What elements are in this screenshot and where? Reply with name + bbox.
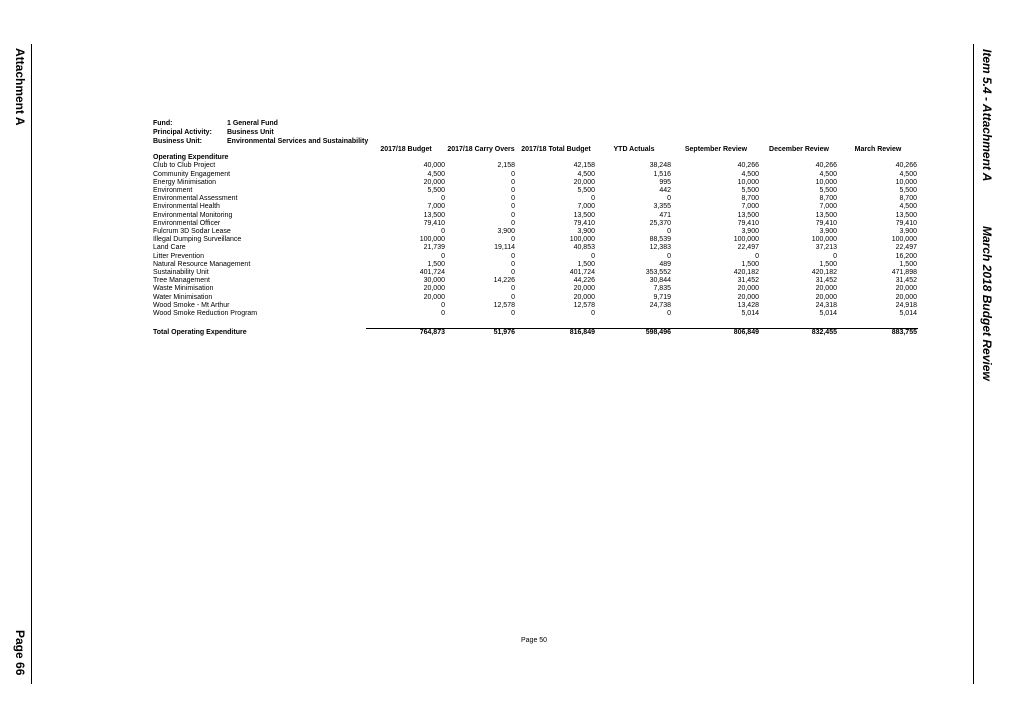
table-row xyxy=(152,269,918,277)
row-value: 4,500 xyxy=(577,170,595,178)
row-label: Community Engagement xyxy=(153,170,231,178)
row-value: 0 xyxy=(441,310,445,318)
row-value: 40,266 xyxy=(815,162,837,170)
col-header: 2017/18 Carry Overs xyxy=(447,146,515,153)
col-header: December Review xyxy=(769,146,829,153)
budget-table xyxy=(152,146,918,337)
row-value: 0 xyxy=(441,301,445,309)
row-label: Energy Minimisation xyxy=(153,178,217,186)
row-value: 40,000 xyxy=(423,162,445,170)
right-margin-rule xyxy=(973,44,974,684)
fund-row xyxy=(153,119,368,128)
row-value: 401,724 xyxy=(569,269,595,277)
row-value: 40,853 xyxy=(573,244,595,252)
row-value: 0 xyxy=(441,252,445,260)
table-row xyxy=(152,162,918,170)
row-value: 20,000 xyxy=(895,293,917,301)
activity-value: Business Unit xyxy=(227,129,274,136)
row-value: 2,158 xyxy=(497,162,515,170)
table-row xyxy=(152,244,918,252)
row-value: 100,000 xyxy=(569,236,595,244)
row-label: Natural Resource Management xyxy=(153,260,251,268)
row-value: 806,849 xyxy=(672,329,760,338)
row-value: 13,500 xyxy=(815,211,837,219)
row-value: 100,000 xyxy=(811,236,837,244)
row-label: Club to Club Project xyxy=(153,162,216,170)
row-value: 42,158 xyxy=(573,162,595,170)
row-value: 353,552 xyxy=(645,269,671,277)
row-value: 1,500 xyxy=(741,260,759,268)
row-value: 79,410 xyxy=(737,219,759,227)
table-row xyxy=(152,302,918,310)
row-value: 598,496 xyxy=(596,329,672,338)
row-label: Water Minimisation xyxy=(153,293,213,301)
row-value: 20,000 xyxy=(423,178,445,186)
row-value: 0 xyxy=(511,195,515,203)
review-title: March 2018 Budget Review xyxy=(980,226,994,381)
row-label: Environmental Assessment xyxy=(153,195,238,203)
row-value: 10,000 xyxy=(895,178,917,186)
row-value: 31,452 xyxy=(895,277,917,285)
row-value: 7,000 xyxy=(427,203,445,211)
row-value: 4,500 xyxy=(427,170,445,178)
table-row xyxy=(152,253,918,261)
row-value: 0 xyxy=(511,178,515,186)
row-value: 40,266 xyxy=(737,162,759,170)
row-value: 0 xyxy=(511,187,515,195)
row-value: 995 xyxy=(659,178,671,186)
row-value: 100,000 xyxy=(419,236,445,244)
row-value: 30,844 xyxy=(649,277,671,285)
row-value: 31,452 xyxy=(815,277,837,285)
row-value: 7,000 xyxy=(819,203,837,211)
row-value: 0 xyxy=(511,170,515,178)
row-value: 1,500 xyxy=(899,260,917,268)
row-value: 0 xyxy=(441,195,445,203)
row-value: 3,900 xyxy=(577,228,595,236)
row-label: Total Operating Expenditure xyxy=(153,329,247,337)
row-value: 0 xyxy=(511,252,515,260)
row-value: 10,000 xyxy=(737,178,759,186)
table-row xyxy=(152,294,918,302)
row-value: 13,500 xyxy=(895,211,917,219)
left-margin-rule xyxy=(31,44,32,684)
row-value: 0 xyxy=(511,293,515,301)
row-value: 24,738 xyxy=(649,301,671,309)
row-value: 100,000 xyxy=(891,236,917,244)
row-value: 3,900 xyxy=(899,228,917,236)
row-value: 0 xyxy=(833,252,837,260)
row-value: 4,500 xyxy=(899,203,917,211)
row-value: 420,182 xyxy=(733,269,759,277)
row-value: 1,500 xyxy=(819,260,837,268)
row-value: 5,014 xyxy=(819,310,837,318)
row-value: 37,213 xyxy=(815,244,837,252)
row-value: 1,516 xyxy=(653,170,671,178)
row-value: 79,410 xyxy=(895,219,917,227)
row-value: 7,000 xyxy=(577,203,595,211)
row-value: 5,500 xyxy=(577,187,595,195)
row-value: 0 xyxy=(511,219,515,227)
row-value: 20,000 xyxy=(423,293,445,301)
row-label: Litter Prevention xyxy=(153,252,204,260)
fund-header xyxy=(153,119,368,146)
unit-value: Environmental Services and Sustainability xyxy=(227,138,369,145)
row-value: 12,383 xyxy=(649,244,671,252)
row-value: 20,000 xyxy=(737,293,759,301)
col-header: 2017/18 Total Budget xyxy=(521,146,591,153)
row-value: 13,500 xyxy=(573,211,595,219)
row-value: 3,900 xyxy=(497,228,515,236)
row-value: 471,898 xyxy=(891,269,917,277)
row-value: 1,500 xyxy=(577,260,595,268)
row-value: 22,497 xyxy=(737,244,759,252)
col-header: 2017/18 Budget xyxy=(380,146,432,153)
table-row xyxy=(152,261,918,269)
table-row xyxy=(152,236,918,244)
row-value: 20,000 xyxy=(815,285,837,293)
row-value: 0 xyxy=(667,228,671,236)
row-value: 20,000 xyxy=(573,293,595,301)
row-value: 5,500 xyxy=(899,187,917,195)
row-value: 0 xyxy=(511,203,515,211)
row-value: 8,700 xyxy=(741,195,759,203)
unit-row xyxy=(153,137,368,146)
row-value: 0 xyxy=(591,252,595,260)
row-value: 14,226 xyxy=(493,277,515,285)
section-row xyxy=(152,154,918,162)
row-value: 401,724 xyxy=(419,269,445,277)
row-value: 79,410 xyxy=(423,219,445,227)
row-value: 4,500 xyxy=(899,170,917,178)
row-label: Environmental Health xyxy=(153,203,220,211)
row-value: 13,500 xyxy=(737,211,759,219)
col-header: September Review xyxy=(684,146,748,153)
row-value: 8,700 xyxy=(819,195,837,203)
row-value: 4,500 xyxy=(819,170,837,178)
row-label: Illegal Dumping Surveillance xyxy=(153,236,242,244)
row-value: 816,849 xyxy=(516,329,596,338)
row-value: 21,739 xyxy=(423,244,445,252)
row-value: 883,755 xyxy=(838,329,918,338)
row-label: Wood Smoke Reduction Program xyxy=(153,310,258,318)
row-value: 31,452 xyxy=(737,277,759,285)
row-value: 3,900 xyxy=(819,228,837,236)
row-value: 12,578 xyxy=(493,301,515,309)
row-value: 7,835 xyxy=(653,285,671,293)
row-value: 79,410 xyxy=(815,219,837,227)
row-value: 0 xyxy=(511,260,515,268)
row-value: 19,114 xyxy=(494,244,515,252)
activity-row xyxy=(153,128,368,137)
row-value: 24,918 xyxy=(895,301,917,309)
row-value: 9,719 xyxy=(653,293,671,301)
row-value: 44,226 xyxy=(573,277,595,285)
header-blank xyxy=(152,146,366,154)
table-row xyxy=(152,195,918,203)
row-value: 4,500 xyxy=(741,170,759,178)
table-row xyxy=(152,179,918,187)
table-row xyxy=(152,285,918,293)
table-row xyxy=(152,212,918,220)
row-value: 420,182 xyxy=(811,269,837,277)
col-header: March Review xyxy=(854,146,902,153)
row-value: 22,497 xyxy=(895,244,917,252)
fund-value: 1 General Fund xyxy=(227,120,278,127)
page-number: Page 50 xyxy=(521,637,548,644)
row-label: Sustainability Unit xyxy=(153,269,209,277)
row-value: 20,000 xyxy=(815,293,837,301)
row-value: 100,000 xyxy=(733,236,759,244)
row-value: 20,000 xyxy=(737,285,759,293)
row-value: 489 xyxy=(659,260,671,268)
row-value: 88,539 xyxy=(649,236,671,244)
col-header: YTD Actuals xyxy=(613,146,655,153)
row-value: 8,700 xyxy=(899,195,917,203)
row-value: 30,000 xyxy=(423,277,445,285)
row-value: 3,355 xyxy=(653,203,671,211)
table-row xyxy=(152,187,918,195)
row-value: 0 xyxy=(511,269,515,277)
row-value: 5,014 xyxy=(741,310,759,318)
fund-label: Fund: xyxy=(153,120,173,127)
row-value: 0 xyxy=(667,310,671,318)
row-value: 20,000 xyxy=(573,178,595,186)
page-number-left: Page 66 xyxy=(13,630,27,676)
row-value: 10,000 xyxy=(815,178,837,186)
row-value: 0 xyxy=(511,236,515,244)
row-value: 0 xyxy=(591,310,595,318)
spacer-row xyxy=(152,318,918,329)
row-value: 5,500 xyxy=(427,187,445,195)
row-value: 20,000 xyxy=(423,285,445,293)
row-value: 0 xyxy=(591,195,595,203)
row-value: 0 xyxy=(441,228,445,236)
row-value: 13,428 xyxy=(737,301,759,309)
table-row xyxy=(152,220,918,228)
item-label: Item 5.4 - Attachment A xyxy=(980,49,994,182)
total-row xyxy=(152,329,918,338)
table-row xyxy=(152,277,918,285)
row-value: 3,900 xyxy=(741,228,759,236)
row-value: 0 xyxy=(511,285,515,293)
row-value: 7,000 xyxy=(741,203,759,211)
row-label: Environmental Officer xyxy=(153,219,221,227)
attachment-label: Attachment A xyxy=(13,48,27,126)
row-label: Waste Minimisation xyxy=(153,285,214,293)
row-value: 442 xyxy=(659,187,671,195)
row-value: 0 xyxy=(667,195,671,203)
row-label: Wood Smoke - Mt Arthur xyxy=(153,301,230,309)
row-value: 25,370 xyxy=(649,219,671,227)
row-label: Environment xyxy=(153,187,193,195)
row-value: 20,000 xyxy=(573,285,595,293)
row-value: 5,500 xyxy=(741,187,759,195)
row-value: 764,873 xyxy=(366,329,446,338)
unit-label: Business Unit: xyxy=(153,138,203,145)
row-value: 471 xyxy=(659,211,671,219)
header-row xyxy=(152,146,918,154)
table-row xyxy=(152,203,918,211)
table-row xyxy=(152,171,918,179)
table-row xyxy=(152,228,918,236)
row-value: 0 xyxy=(511,310,515,318)
row-value: 5,500 xyxy=(819,187,837,195)
row-label: Fulcrum 3D Sodar Lease xyxy=(153,228,231,236)
row-value: 20,000 xyxy=(895,285,917,293)
row-value: 0 xyxy=(511,211,515,219)
row-value: 40,266 xyxy=(895,162,917,170)
row-value: 13,500 xyxy=(423,211,445,219)
row-value: 0 xyxy=(667,252,671,260)
row-value: 24,318 xyxy=(815,301,837,309)
row-label: Tree Management xyxy=(153,277,210,285)
row-value: 16,200 xyxy=(895,252,917,260)
row-value: 5,014 xyxy=(899,310,917,318)
row-value: 38,248 xyxy=(649,162,671,170)
row-value: 12,578 xyxy=(573,301,595,309)
row-label: Land Care xyxy=(153,244,186,252)
row-value: 51,976 xyxy=(446,329,516,338)
row-value: 0 xyxy=(755,252,759,260)
section-title: Operating Expenditure xyxy=(153,154,229,162)
row-label: Environmental Monitoring xyxy=(153,211,233,219)
table-row xyxy=(152,310,918,318)
row-value: 1,500 xyxy=(427,260,445,268)
row-value: 79,410 xyxy=(573,219,595,227)
activity-label: Principal Activity: xyxy=(153,129,212,136)
row-value: 832,455 xyxy=(760,329,838,338)
